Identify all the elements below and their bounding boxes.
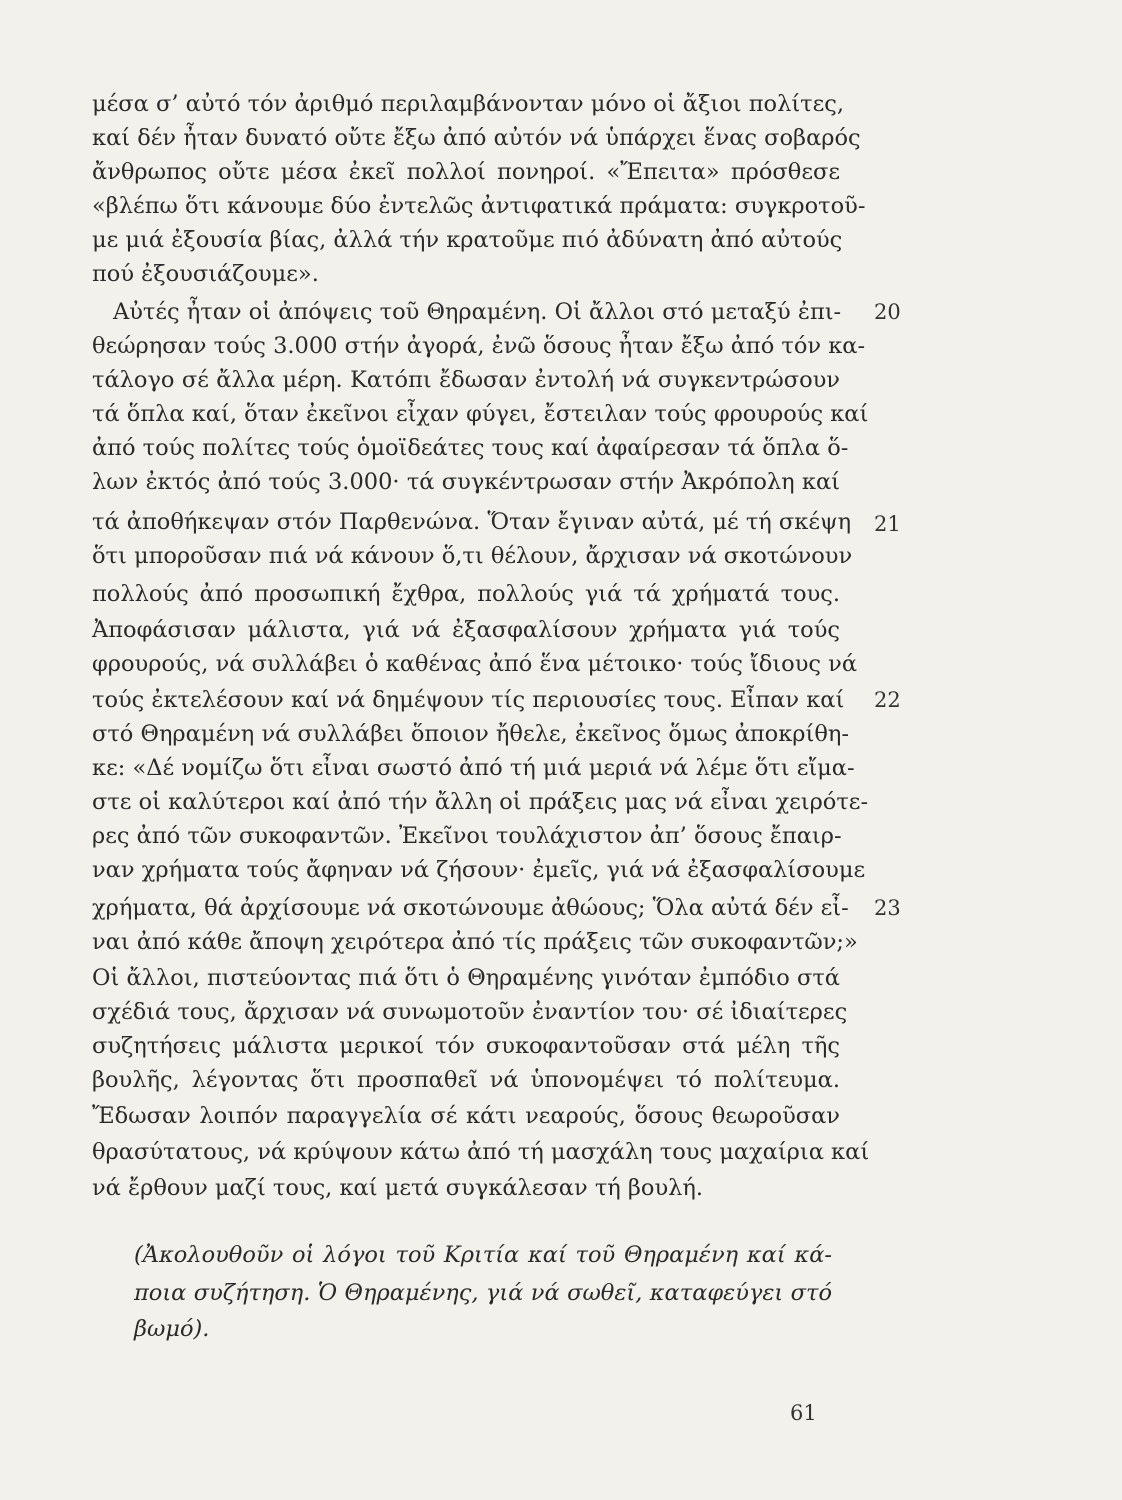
text-line: χρήματα, θά ἀρχίσουμε νά σκοτώνουμε ἀθώους; Ὅλα αὐτά δέν εἶ- [92,895,849,921]
text-line: Αὐτές ἦταν οἱ ἀπόψεις τοῦ Θηραμένη. Οἱ ἄλλοι στό μεταξύ ἐπι- [113,299,842,325]
text-line: βουλῆς, λέγοντας ὅτι προσπαθεῖ νά ὑπονομέψει τό πολίτευμα. [92,1067,840,1093]
text-line: Ἔδωσαν λοιπόν παραγγελία σέ κάτι νεαρούς, ὅσους θεωροῦσαν [92,1103,840,1129]
text-line: ἄνθρωπος οὔτε μέσα ἐκεῖ πολλοί πονηροί. «Ἔπειτα» πρόσθεσε [92,159,840,185]
section-number: 21 [874,512,901,536]
text-line: «βλέπω ὅτι κάνουμε δύο ἐντελῶς ἀντιφατικά πράματα: συγκροτοῦ- [92,193,866,219]
text-line: ρες ἀπό τῶν συκοφαντῶν. Ἐκεῖνοι τουλάχιστον ἀπ’ ὅσους ἔπαιρ- [92,823,842,849]
editorial-note-line: βωμό). [134,1316,210,1342]
text-line: πολλούς ἀπό προσωπική ἔχθρα, πολλούς γιά τά χρήματά τους. [92,581,840,607]
text-line: σχέδιά τους, ἄρχισαν νά συνωμοτοῦν ἐναντίον του· σέ ἰδιαίτερες [92,999,848,1025]
text-line: ναν χρήματα τούς ἄφηναν νά ζήσουν· ἐμεῖς, γιά νά ἐξασφαλίσουμε [92,857,866,883]
text-line: μέσα σ’ αὐτό τόν ἀριθμό περιλαμβάνονταν μόνο οἱ ἄξιοι πολίτες, [92,91,845,117]
text-line: καί δέν ἦταν δυνατό οὔτε ἔξω ἀπό αὐτόν νά ὑπάρχει ἕνας σοβαρός [92,125,861,151]
text-line: πού ἐξουσιάζουμε». [92,261,319,287]
section-number: 20 [874,300,901,324]
text-line: τά ὅπλα καί, ὅταν ἐκεῖνοι εἶχαν φύγει, ἔστειλαν τούς φρουρούς καί [92,401,869,427]
text-line: Οἱ ἄλλοι, πιστεύοντας πιά ὅτι ὁ Θηραμένης γινόταν ἐμπόδιο στά [92,965,840,991]
text-line: θεώρησαν τούς 3.000 στήν ἀγορά, ἐνῶ ὅσους ἦταν ἔξω ἀπό τόν κα- [92,333,866,359]
text-line: στε οἱ καλύτεροι καί ἀπό τήν ἄλλη οἱ πράξεις μας νά εἶναι χειρότε- [92,789,869,815]
editorial-note-line: ποια συζήτηση. Ὁ Θηραμένης, γιά νά σωθεῖ, καταφεύγει στό [134,1280,832,1306]
text-line: συζητήσεις μάλιστα μερικοί τόν συκοφαντοῦσαν στά μέλη τῆς [92,1033,840,1059]
page-number: 61 [790,1401,817,1425]
text-line: ἀπό τούς πολίτες τούς ὁμοϊδεάτες τους καί ἀφαίρεσαν τά ὅπλα ὅ- [92,435,849,461]
text-line: τάλογο σέ ἄλλα μέρη. Κατόπι ἔδωσαν ἐντολή νά συγκεντρώσουν [92,367,840,393]
text-line: στό Θηραμένη νά συλλάβει ὅποιον ἤθελε, ἐκεῖνος ὅμως ἀποκρίθη- [92,721,849,747]
section-number: 23 [874,896,901,920]
section-number: 22 [874,688,901,712]
text-line: ὅτι μποροῦσαν πιά νά κάνουν ὅ,τι θέλουν, ἄρχισαν νά σκοτώνουν [92,543,853,569]
text-line: τά ἀποθήκεψαν στόν Παρθενώνα. Ὅταν ἔγιναν αὐτά, μέ τή σκέψη [92,509,852,535]
text-line: Ἀποφάσισαν μάλιστα, γιά νά ἐξασφαλίσουν χρήματα γιά τούς [92,617,840,643]
text-line: φρουρούς, νά συλλάβει ὁ καθένας ἀπό ἕνα μέτοικο· τούς ἴδιους νά [92,651,858,677]
text-line: τούς ἐκτελέσουν καί νά δημέψουν τίς περιουσίες τους. Εἶπαν καί [92,687,845,713]
text-line: ναι ἀπό κάθε ἄποψη χειρότερα ἀπό τίς πράξεις τῶν συκοφαντῶν;» [92,929,858,955]
text-line: λων ἐκτός ἀπό τούς 3.000· τά συγκέντρωσαν στήν Ἀκρόπολη καί [92,469,840,495]
text-line: θρασύτατους, νά κρύψουν κάτω ἀπό τή μασχάλη τους μαχαίρια καί [92,1139,870,1165]
text-line: με μιά ἐξουσία βίας, ἀλλά τήν κρατοῦμε πιό ἀδύνατη ἀπό αὐτούς [92,227,843,253]
text-line: κε: «Δέ νομίζω ὅτι εἶναι σωστό ἀπό τή μιά μεριά νά λέμε ὅτι εἴμα- [92,755,855,781]
text-line: νά ἔρθουν μαζί τους, καί μετά συγκάλεσαν τή βουλή. [92,1175,704,1201]
editorial-note-line: (Ἀκολουθοῦν οἱ λόγοι τοῦ Κριτία καί τοῦ Θηραμένη καί κά- [134,1242,832,1268]
